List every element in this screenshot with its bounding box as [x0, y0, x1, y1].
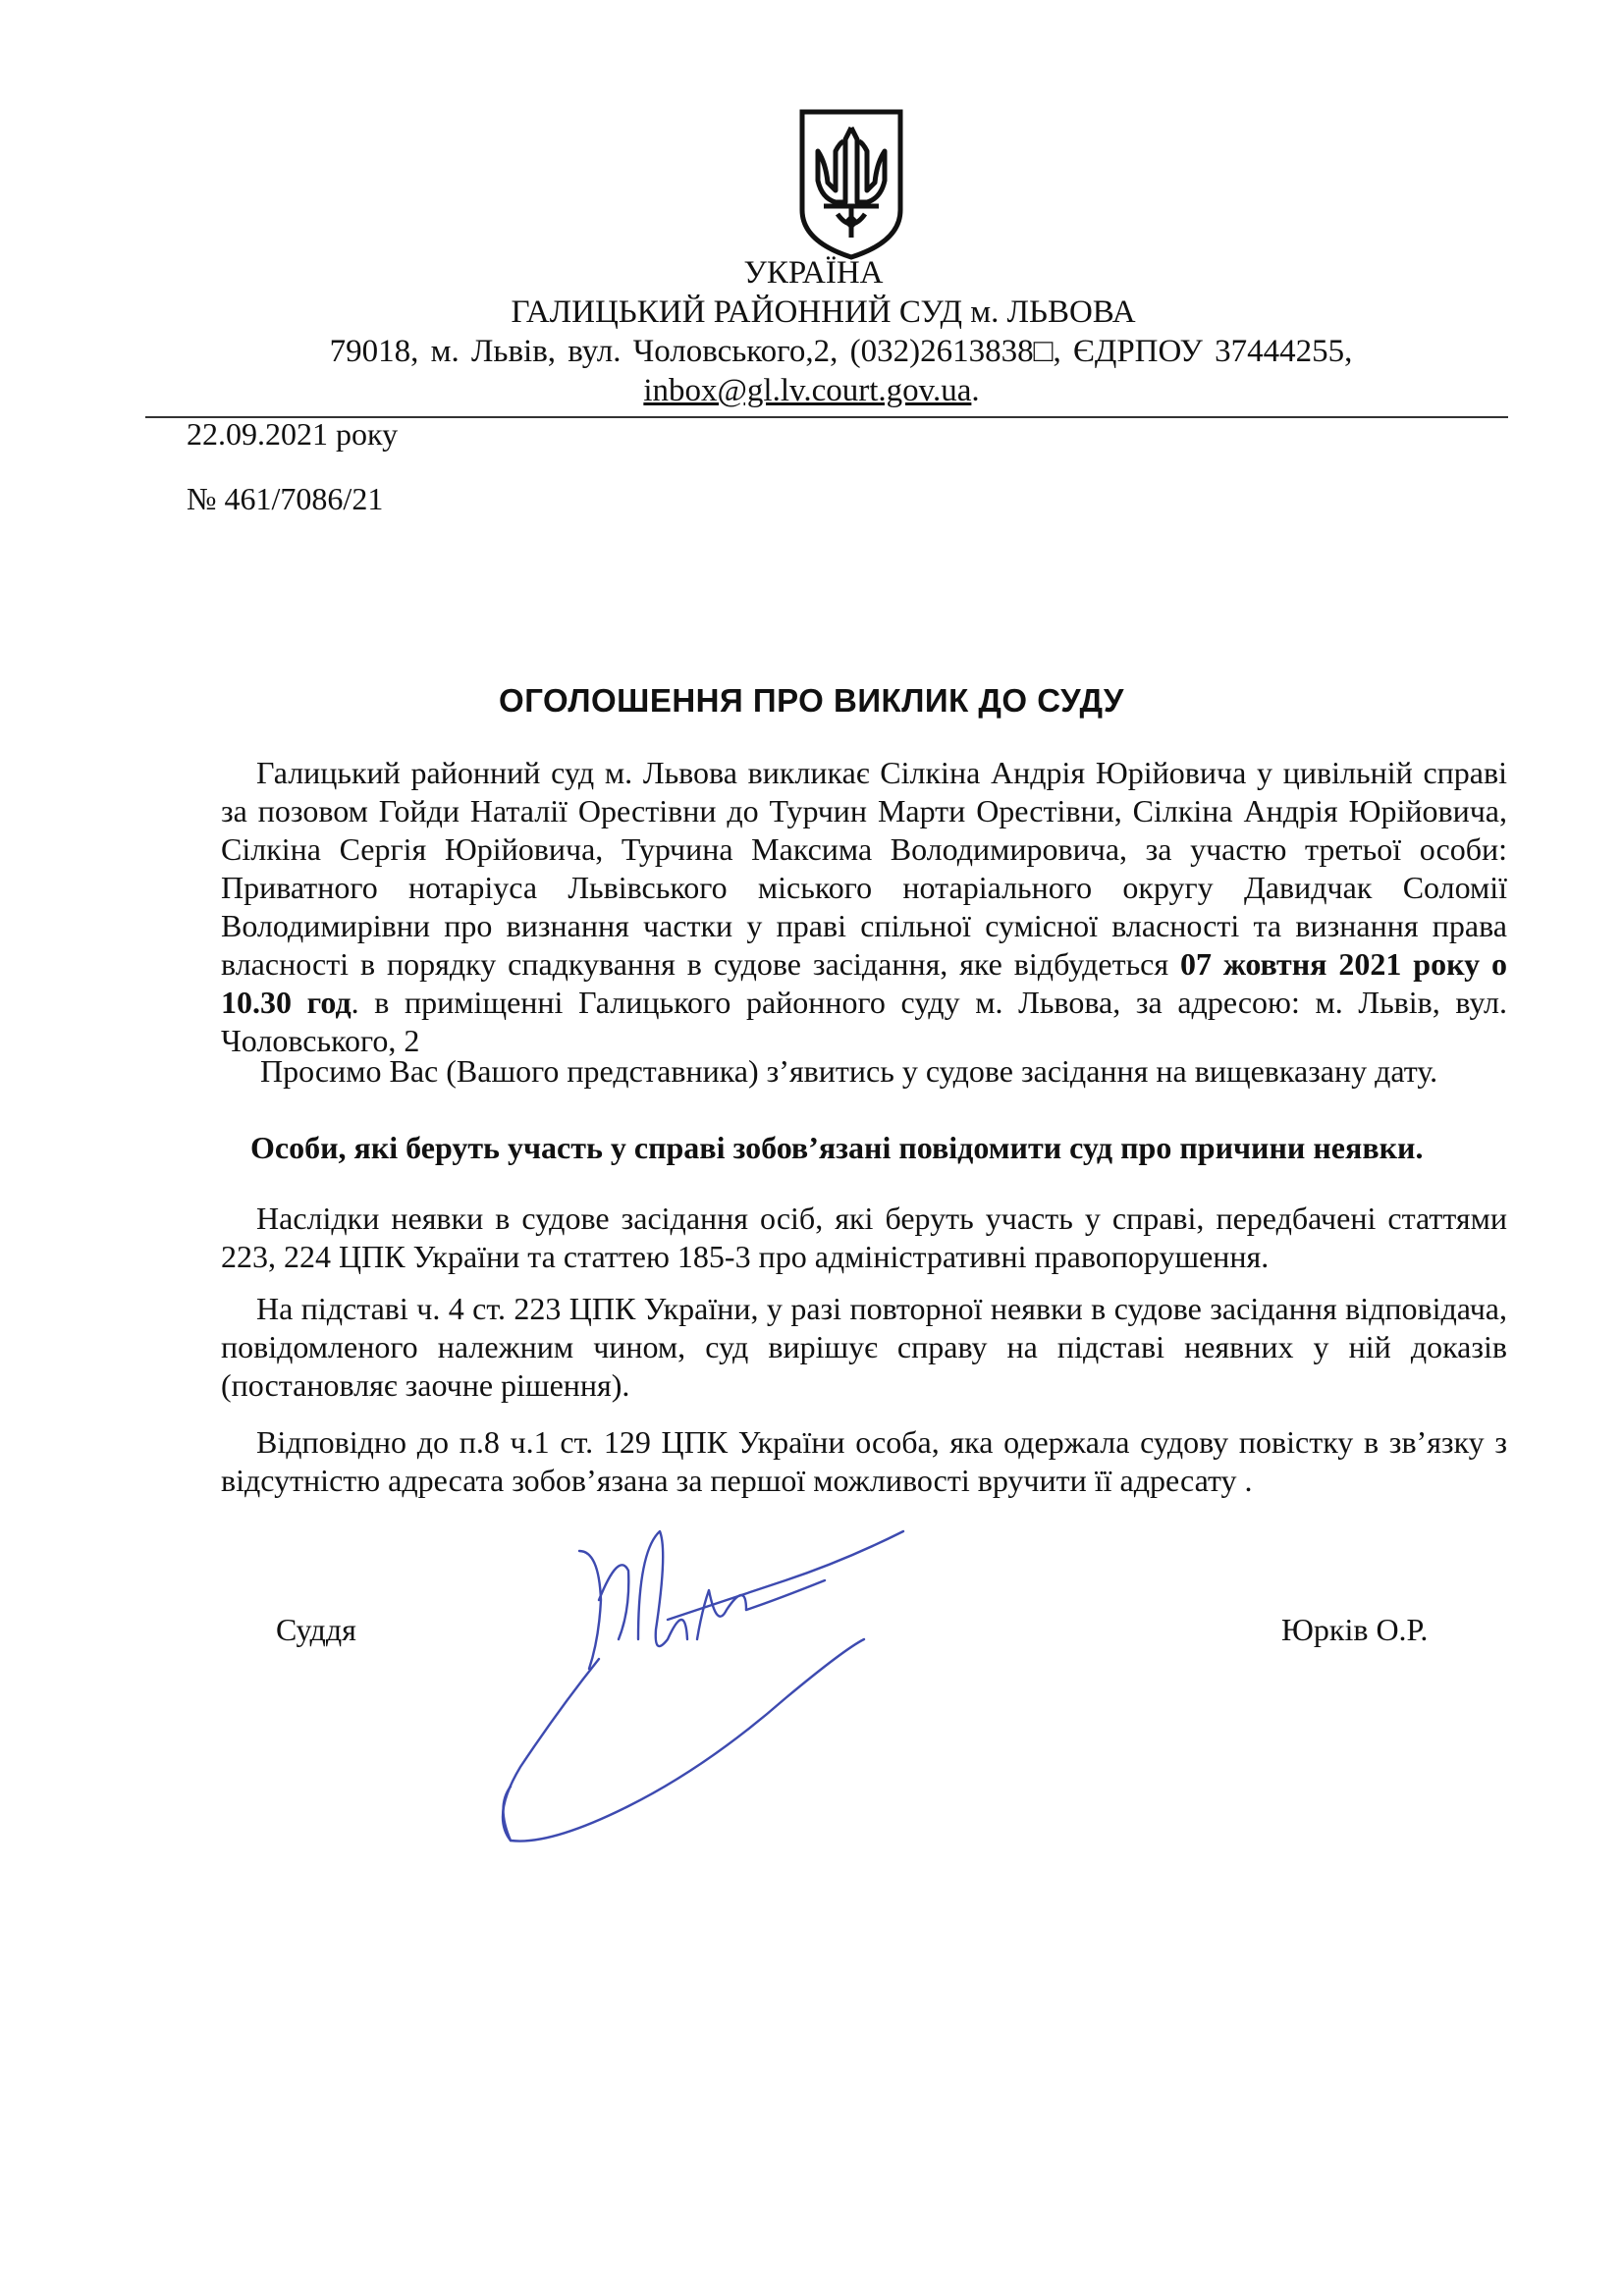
paragraph-delivery: Відповідно до п.8 ч.1 ст. 129 ЦПК України особа, яка одержала судову повістку в зв’язку з відсутністю адресата зобов’язана за першої можливості вручити її адресату .: [221, 1424, 1507, 1498]
paragraph-obligation: Особи, які беруть участь у справі зобов’язані повідомити суд про причини неявки.: [250, 1130, 1424, 1165]
header-country: УКРАЇНА: [743, 255, 884, 291]
header-address: 79018, м. Львів, вул. Чоловського,2, (032)2613838□, ЄДРПОУ 37444255,: [329, 334, 1353, 369]
case-number: № 461/7086/21: [187, 481, 384, 516]
handwritten-signature: [452, 1492, 1001, 1904]
paragraph-request: Просимо Вас (Вашого представника) з’явитись у судове засідання на вищевказану дату.: [260, 1053, 1438, 1089]
paragraph-summons-tail: . в приміщенні Галицького районного суду м. Львова, за адресою: м. Львів, вул. Чоловського, 2: [221, 985, 1508, 1058]
signatory-name: Юрків О.Р.: [1281, 1612, 1429, 1647]
paragraph-summons: [221, 754, 1507, 1060]
header-court-name: ГАЛИЦЬКИЙ РАЙОННИЙ СУД м. ЛЬВОВА: [511, 294, 1136, 330]
signatory-title: Суддя: [276, 1612, 356, 1647]
hearing-datetime: 07 жовтня 2021 року о 10.30 год: [221, 946, 1508, 1020]
document-date: 22.09.2021 року: [187, 416, 399, 452]
ukraine-coat-of-arms-icon: [794, 108, 908, 261]
header-email-suffix: .: [971, 373, 980, 408]
paragraph-summons-text: Галицький районний суд м. Львова викликає Сілкіна Андрія Юрійовича у цивільній справі за позовом Гойди Наталії Орестівни до Турчин Марти Орестівни, Сілкіна Андрія Юрійовича, Сілкіна Сергія Юрійовича, Турчина Максима Володимировича, за участю третьої особи: Приватного нотаріуса Львівського міського нотаріального округу Давидчак Соломії Володимирівни про визнання частки у праві спільної сумісної власності та визнання права власності в порядку спадкування в судове засідання, яке відбудеться: [221, 755, 1507, 982]
document-title: ОГОЛОШЕННЯ ПРО ВИКЛИК ДО СУДУ: [499, 682, 1124, 719]
paragraph-consequences: Наслідки неявки в судове засідання осіб, які беруть участь у справі, передбачені статтями 223, 224 ЦПК України та статтею 185-3 про адміністративні правопорушення.: [221, 1201, 1507, 1274]
header-email-link[interactable]: inbox@gl.lv.court.gov.ua: [643, 373, 972, 408]
header-email-line: [0, 371, 1623, 410]
signature-strokes: [503, 1531, 903, 1842]
paragraph-default-judgment: На підставі ч. 4 ст. 223 ЦПК України, у разі повторної неявки в судове засідання відповідача, повідомленого належним чином, суд вирішує справу на підставі неявних у ній доказів (постановляє заочне рішення).: [221, 1291, 1507, 1403]
